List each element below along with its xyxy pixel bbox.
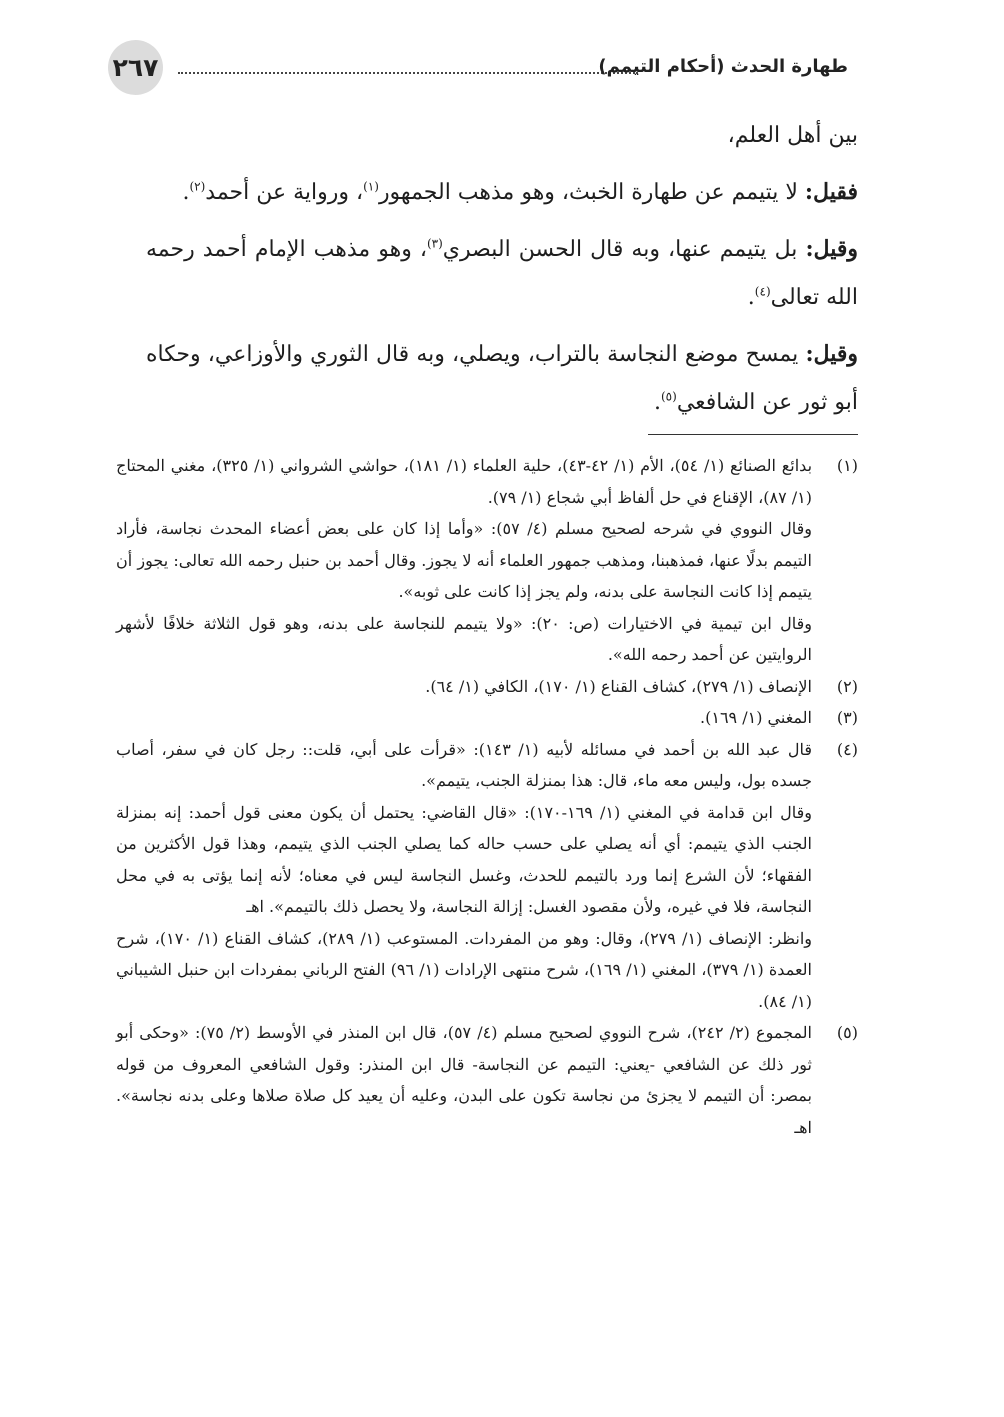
- opinion-text: بل يتيمم عنها، وبه قال الحسن البصري: [442, 237, 806, 262]
- header-dotted-rule: [178, 72, 638, 74]
- footnote-text: المجموع (٢/ ٢٤٢)، شرح النووي لصحيح مسلم (٤/ ٥٧)، قال ابن المنذر في الأوسط (٢/ ٧٥): «وحكى أبو ثور ذلك عن الشافعي -يعني: التيمم عن النجاسة- قال ابن المنذر: وقول الشافعي المعروف من قوله بمصر: أن التيمم لا يجزئ من نجاسة تكون على البدن، وعليه أن يعيد كل صلاة صلاها وعلى بدنه نجاسة». اهـ: [116, 1023, 813, 1137]
- opinion-1: [146, 168, 858, 217]
- footnote-number: (٥): [836, 1023, 858, 1042]
- footnote-separator: [648, 434, 858, 435]
- opinion-term: وقيل:: [805, 341, 858, 367]
- opinion-2: [146, 225, 858, 322]
- opinion-term: وقيل:: [805, 236, 858, 262]
- footnote-1: [116, 450, 858, 671]
- page-header: [108, 40, 848, 110]
- footnote-text: بدائع الصنائع (١/ ٥٤)، الأم (١/ ٤٢-٤٣)، حلية العلماء (١/ ١٨١)، حواشي الشرواني (١/ ٣٢٥)، مغني المحتاج (١/ ٨٧)، الإقناع في حل ألفاظ أبي شجاع (١/ ٧٩).: [116, 456, 813, 507]
- footnote-number: (٣): [836, 708, 858, 727]
- footnote-text: وقال ابن قدامة في المغني (١/ ١٦٩-١٧٠): «قال القاضي: يحتمل أن يكون معنى قول أحمد: إنه بمنزلة الجنب الذي يتيمم: أي أنه يصلي على حسب حاله كما يصلي الجنب الذي يتيمم، وهذا قول الأكثرين من الفقهاء؛ لأن الشرع إنما ورد بالتيمم للحدث، وغسل النجاسة ليس في معناه؛ لأنه إنما يؤتى به في محل النجاسة، فلا في غيره، ولأن مقصود الغسل: إزالة النجاسة، ولا يحصل ذلك بالتيمم». اهـ: [116, 802, 812, 916]
- footnote-text: وقال النووي في شرحه لصحيح مسلم (٤/ ٥٧): «وأما إذا كان على بعض أعضاء المحدث نجاسة، فأراد التيمم بدلًا عنها، فمذهبنا، ومذهب جمهور العلماء أنه لا يجوز. وقال أحمد بن حنبل رحمه الله تعالى: يجوز أن يتيمم إذا كانت النجاسة على بدنه، ولم يجز إذا كانت على ثوبه».: [116, 519, 813, 601]
- page-number: ٢٦٧: [108, 40, 163, 95]
- footnote-ref[interactable]: (٤): [754, 284, 771, 299]
- intro-line: بين أهل العلم،: [727, 123, 858, 148]
- footnote-ref[interactable]: (٢): [189, 179, 206, 194]
- opinion-end: .: [747, 285, 755, 310]
- opinion-end: .: [182, 180, 190, 205]
- footnote-3: [116, 702, 858, 734]
- footnote-4: [116, 734, 858, 1018]
- opinion-text: ، ورواية عن أحمد: [205, 180, 364, 205]
- footnotes: [116, 450, 858, 1143]
- footnote-number: (٢): [836, 676, 858, 696]
- footnote-number: (١): [836, 456, 858, 475]
- opinion-3: [146, 330, 858, 427]
- footnote-text: وقال ابن تيمية في الاختيارات (ص: ٢٠): «ولا يتيمم للنجاسة على بدنه، وهو قول الثلاثة خلافًا لأشهر الروايتين عن أحمد رحمه الله».: [116, 613, 813, 664]
- footnote-ref[interactable]: (١): [363, 179, 379, 194]
- footnote-text: الإنصاف (١/ ٢٧٩)، كشاف القناع (١/ ١٧٠)، الكافي (١/ ٦٤).: [425, 676, 812, 696]
- footnote-2: [116, 671, 858, 703]
- opinion-term: فقيل:: [804, 179, 858, 205]
- footnote-text: المغني (١/ ١٦٩).: [700, 708, 812, 727]
- opinion-end: .: [653, 390, 661, 415]
- footnote-number: (٤): [836, 739, 858, 759]
- footnote-ref[interactable]: (٣): [426, 236, 443, 251]
- footnote-5: [116, 1017, 858, 1143]
- opinion-text: ، وهو مذهب الإمام أحمد رحمه الله تعالى: [146, 237, 858, 310]
- opinion-text: لا يتيمم عن طهارة الخبث، وهو مذهب الجمهور: [378, 180, 805, 205]
- footnote-ref[interactable]: (٥): [660, 389, 677, 404]
- footnote-text: وانظر: الإنصاف (١/ ٢٧٩)، وقال: وهو من المفردات. المستوعب (١/ ٢٨٩)، كشاف القناع (١/ ١٧٠)، شرح العمدة (١/ ٣٧٩)، المغني (١/ ١٦٩)، شرح منتهى الإرادات (١/ ٩٦) الفتح الرباني بمفردات ابن حنبل الشيباني (١/ ٨٤).: [116, 928, 812, 1011]
- opinion-text: يمسح موضع النجاسة بالتراب، ويصلي، وبه قال الثوري والأوزاعي، وحكاه أبو ثور عن الشافعي: [146, 342, 858, 415]
- footnote-text: قال عبد الله بن أحمد في مسائله لأبيه (١/ ١٤٣): «قرأت على أبي، قلت:: رجل كان في سفر، أصاب جسده بول، وليس معه ماء، قال: هذا بمنزلة الجنب، يتيمم».: [116, 739, 812, 790]
- running-title: طهارة الحدث (أحكام التيمم): [598, 56, 848, 77]
- main-text: [146, 112, 858, 435]
